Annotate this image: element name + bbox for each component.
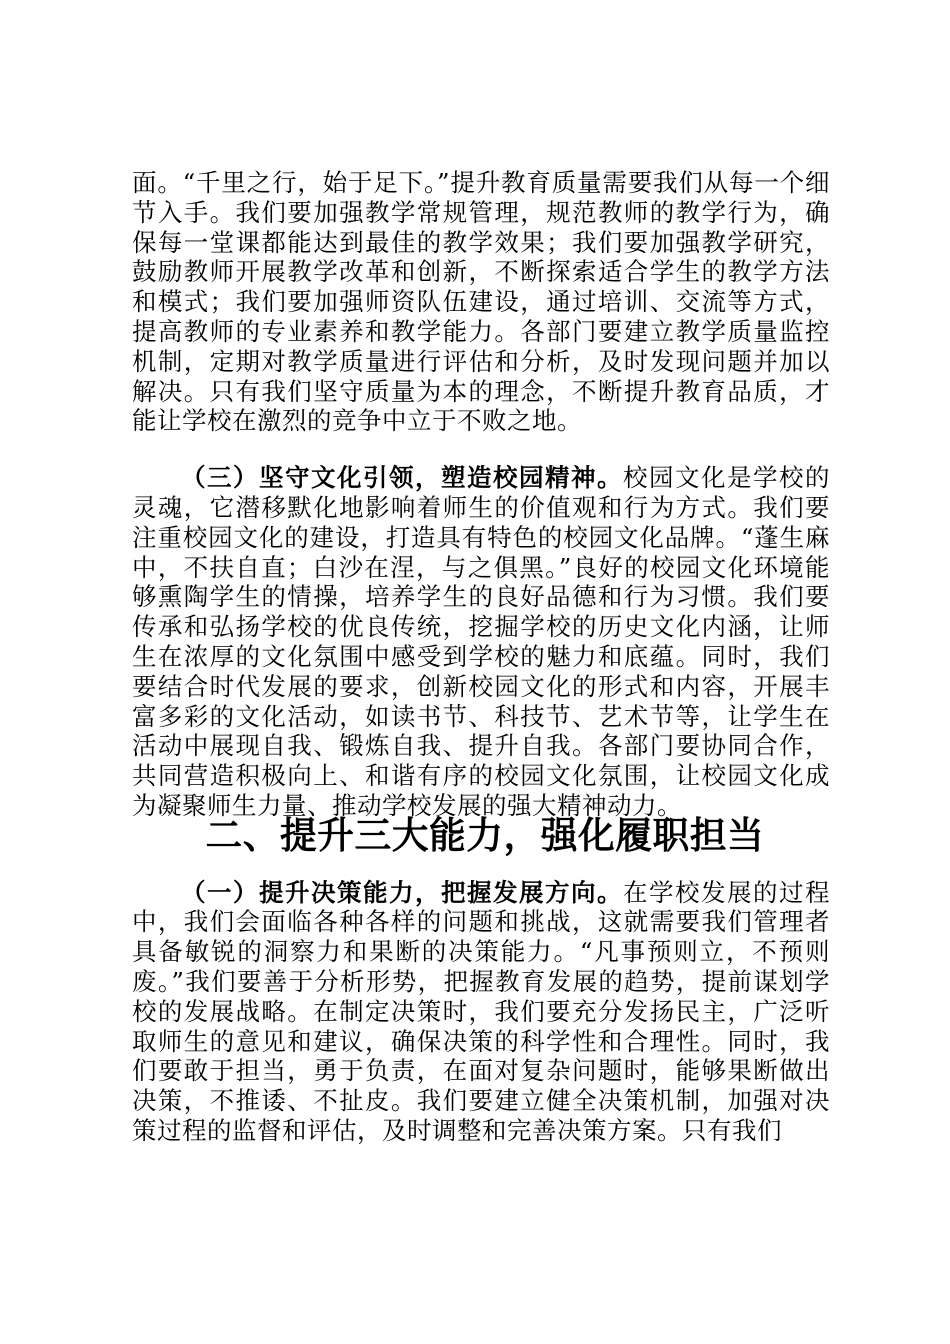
paragraph-quality-continued	[132, 168, 830, 436]
paragraph-decision	[132, 878, 830, 1146]
paragraph-lead-heading: （三）坚守文化引领，塑造校园精神。	[181, 463, 623, 493]
section-heading-abilities: 二、提升三大能力，强化履职担当	[205, 813, 765, 857]
paragraph-culture	[132, 463, 830, 821]
paragraph-text: 在学校发展的过程中，我们会面临各种各样的问题和挑战，这就需要我们管理者具备敏锐的洞察力和果断的决策能力。“凡事预则立，不预则废。”我们要善于分析形势，把握教育发展的趋势，提前谋划学校的发展战略。在制定决策时，我们要充分发扬民主，广泛听取师生的意见和建议，确保决策的科学性和合理性。同时，我们要敢于担当，勇于负责，在面对复杂问题时，能够果断做出决策，不推诿、不扯皮。我们要建立健全决策机制，加强对决策过程的监督和评估，及时调整和完善决策方案。只有我们	[132, 877, 830, 1145]
paragraph-text: 校园文化是学校的灵魂，它潜移默化地影响着师生的价值观和行为方式。我们要注重校园文化的建设，打造具有特色的校园文化品牌。“蓬生麻中，不扶自直；白沙在涅，与之俱黑。”良好的校园文化环境能够熏陶学生的情操，培养学生的良好品德和行为习惯。我们要传承和弘扬学校的优良传统，挖掘学校的历史文化内涵，让师生在浓厚的文化氛围中感受到学校的魅力和底蕴。同时，我们要结合时代发展的要求，创新校园文化的形式和内容，开展丰富多彩的文化活动，如读书节、科技节、艺术节等，让学生在活动中展现自我、锻炼自我、提升自我。各部门要协同合作，共同营造积极向上、和谐有序的校园文化氛围，让校园文化成为凝聚师生力量、推动学校发展的强大精神动力。	[132, 463, 830, 820]
paragraph-lead-heading: （一）提升决策能力，把握发展方向。	[181, 877, 623, 907]
paragraph-text: 面。“千里之行，始于足下。”提升教育质量需要我们从每一个细节入手。我们要加强教学常规管理，规范教师的教学行为，确保每一堂课都能达到最佳的教学效果；我们要加强教学研究，鼓励教师开展教学改革和创新，不断探索适合学生的教学方法和模式；我们要加强师资队伍建设，通过培训、交流等方式，提高教师的专业素养和教学能力。各部门要建立教学质量监控机制，定期对教学质量进行评估和分析，及时发现问题并加以解决。只有我们坚守质量为本的理念，不断提升教育品质，才能让学校在激烈的竞争中立于不败之地。	[132, 168, 830, 436]
document-page	[132, 168, 830, 1146]
